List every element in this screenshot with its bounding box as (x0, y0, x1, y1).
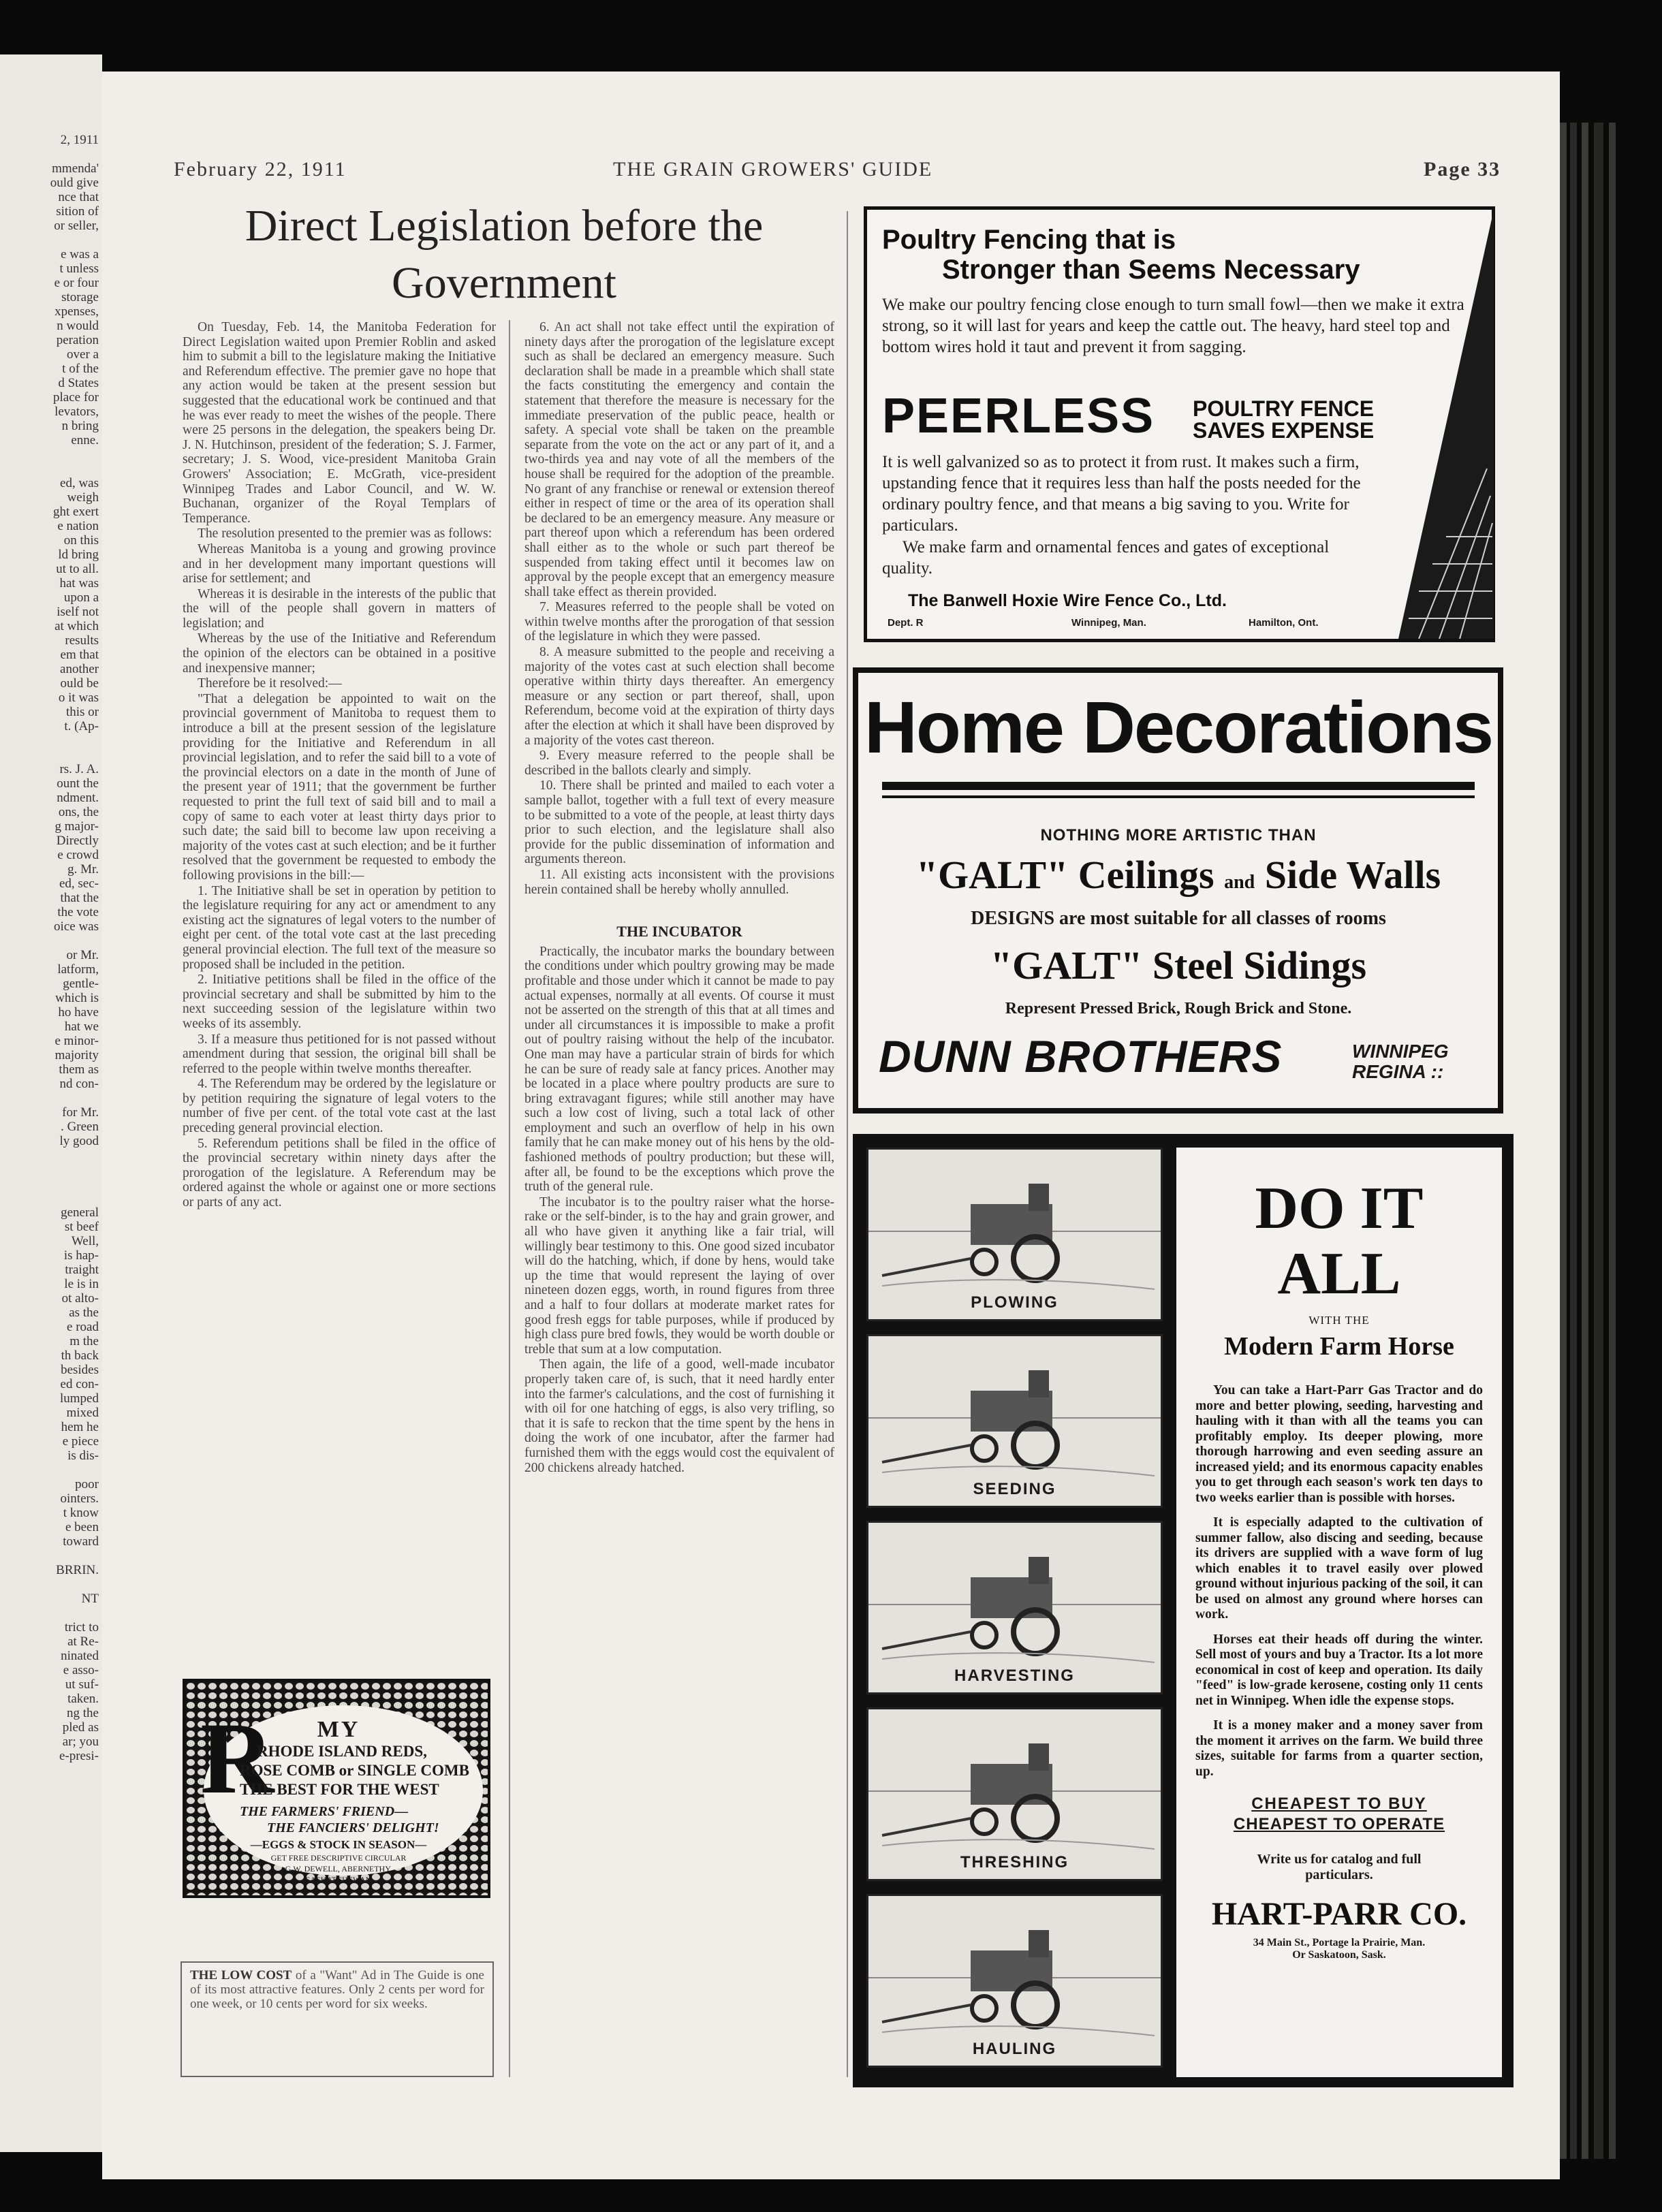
peerless-company: The Banwell Hoxie Wire Fence Co., Ltd. (908, 591, 1227, 610)
hart-parr-paragraph: Horses eat their heads off during the winter. Sell most of yours and buy a Tractor. Its a lot more economical in cost of keep and operation. Its daily "feed" is low-grade kerosene, costing only 11 cents net in Winnipeg. When idle the expense stops. (1195, 1632, 1483, 1708)
farm-scene-threshing (866, 1707, 1163, 1881)
fragment-line (0, 1463, 99, 1477)
fragment-line: traight (65, 1263, 99, 1277)
rhode-island-reds-ad (183, 1679, 490, 1898)
fragment-line: pled as (62, 1720, 99, 1735)
fragment-line: iself not (57, 605, 99, 619)
fragment-line: e been (65, 1520, 99, 1534)
fragment-line: e or four (54, 276, 99, 290)
fragment-line: as the (69, 1306, 99, 1320)
fragment-line: e asso- (63, 1663, 99, 1677)
farm-scene-label: THRESHING (960, 1853, 1069, 1871)
fragment-line: t of the (62, 362, 99, 376)
fragment-line: hem he (61, 1420, 99, 1434)
fragment-line: latform, (57, 962, 99, 977)
fragment-line: m the (69, 1334, 99, 1348)
article-paragraph: Then again, the life of a good, well-made incubator properly taken care of, is such, that it need hardly enter into the farmer's calculations, and the cost of furnishing it with oil for one hatching of eggs, is also very trifling, so that it is safe to reckon that the time spent by the hens in doing the work of one incubator, after the farmer had furnished them with the eggs would cost the equivalent of 200 chickens already hatched. (524, 1357, 834, 1475)
fragment-line: ould be (60, 676, 99, 691)
fragment-line: g major- (54, 819, 99, 834)
fragment-line: ount the (57, 776, 99, 791)
farm-scene-plowing (866, 1148, 1163, 1321)
fragment-line: le is in (64, 1277, 99, 1291)
fragment-line: t know (63, 1506, 99, 1520)
fragment-line: e crowd (57, 848, 99, 862)
fragment-line: general (61, 1205, 99, 1220)
article-paragraph: Whereas Manitoba is a young and growing province and in her development many important questions will arise for settlement; and (183, 541, 496, 586)
fragment-line: on this (63, 533, 99, 548)
fragment-line: ar; you (62, 1735, 99, 1749)
want-ad-text: of a "Want" Ad in The Guide is one of its most attractive features. Only 2 cents per word for one week, or 10 cents per word for six weeks. (190, 1968, 484, 2011)
peerless-brand: PEERLESS (882, 389, 1155, 443)
page-edge (1582, 123, 1588, 2159)
sidings-desc: Represent Pressed Brick, Rough Brick and Stone. (1005, 1000, 1352, 1017)
ad-line: G.W. DEWELL, ABERNETHY, (285, 1864, 392, 1874)
hart-parr-paragraph: It is a money maker and a money saver from the moment it arrives on the farm. We build three sizes, suitable for farms from a quarter section, up. (1195, 1718, 1483, 1779)
fragment-line: which is (55, 991, 99, 1005)
fragment-line (0, 1606, 99, 1620)
fragment-line: over a (67, 347, 99, 362)
galt-ceilings-line (858, 851, 1499, 906)
fragment-line: mixed (66, 1406, 99, 1420)
ad-line: GET FREE DESCRIPTIVE CIRCULAR (270, 1853, 407, 1863)
farm-scene-label: SEEDING (973, 1480, 1056, 1498)
decor-city: REGINA :: (1352, 1061, 1444, 1082)
fragment-line: hat was (59, 576, 99, 590)
article-paragraph: Whereas by the use of the Initiative and Referendum the opinion of the electors can be obtained in a positive and inexpensive manner; (183, 631, 496, 676)
fragment-line: e nation (57, 519, 99, 533)
fragment-line: gentle- (63, 977, 99, 991)
hart-parr-text-panel (1176, 1148, 1502, 2077)
fragment-line: rs. J. A. (59, 762, 99, 776)
fragment-line: another (60, 662, 99, 676)
side-walls: Side Walls (1264, 853, 1441, 897)
article-paragraph: The incubator is to the poultry raiser what the horse-rake or the self-binder, is to the hay and grain grower, and all who have given it anything like a fair trial, will willingly bear testimony to this. One good sized incubator will do the hatching, which, if done by hens, would take up the time that would represent the laying of over nineteen dozen eggs, worth, in round figures from three and a half to four dollars at moderate market rates for good fresh eggs for table purposes, while if produced by high class pure bred fowls, they would be worth double or treble that sum at a low computation. (524, 1195, 834, 1357)
fragment-line: e was a (61, 247, 99, 262)
fragment-line (0, 462, 99, 476)
fragment-line: sition of (56, 204, 99, 219)
article-paragraph: 10. There shall be printed and mailed to each voter a sample ballot, together with a full text of every measure to be submitted to a vote of the people, at least thirty days prior to such election, and the legislature shall also provide for the public dissemination of information and arguments thereon. (524, 778, 834, 867)
home-decorations-ad (853, 667, 1503, 1113)
decor-rule (882, 782, 1475, 790)
peerless-slogan-2: SAVES EXPENSE (1193, 418, 1375, 443)
designs-line: DESIGNS are most suitable for all classes of rooms (971, 908, 1386, 929)
fragment-line: e minor- (54, 1034, 99, 1048)
fragment-line: at Re- (67, 1634, 99, 1649)
farm-scene-label: HARVESTING (954, 1666, 1075, 1685)
fragment-line: them as (59, 1062, 99, 1077)
fragment-line: upon a (63, 590, 99, 605)
article-paragraph: Therefore be it resolved:— (198, 676, 342, 691)
fragment-line (0, 1549, 99, 1563)
column-rule (509, 320, 510, 2077)
page-number: Page 33 (1424, 158, 1501, 180)
decorations-title: Home Decorations (864, 686, 1493, 768)
fragment-line: peration (56, 333, 99, 347)
ad-line: THE FARMERS' FRIEND— (240, 1804, 409, 1819)
fragment-line: ut to all. (56, 562, 99, 576)
fragment-line: poor (75, 1477, 99, 1491)
peerless-paragraph: We make our poultry fencing close enough to turn small fowl—then we make it extra strong, so it will last for years and keep the cattle out. The heavy, hard steel top and bottom wires hold it taut and prevent it from sagging. (882, 296, 1464, 356)
fragment-line: ut suf- (65, 1677, 99, 1692)
fragment-line (0, 147, 99, 161)
galt-ceilings: "GALT" Ceilings (915, 853, 1214, 897)
article-paragraph: 8. A measure submitted to the people and receiving a majority of the votes cast at such election shall become operative within thirty days thereafter. An emergency measure or any section or part thereof, shall, upon Referendum, become void at the expiration of thirty days after the election at which it shall have been disproved by a majority of the votes cast thereon. (524, 645, 834, 748)
fragment-line: majority (54, 1048, 99, 1062)
fragment-line: toward (63, 1534, 99, 1549)
article-column-1 (183, 320, 496, 1641)
fragment-line: n bring (61, 419, 99, 433)
fragment-line: hat we (64, 1020, 99, 1034)
fragment-line: 2, 1911 (60, 133, 99, 147)
ad-line: ROSE COMB or SINGLE COMB (240, 1762, 469, 1779)
article-paragraph: "That a delegation be appointed to wait on the provincial government of Manitoba to request them to introduce a bill at the present session of the legislature providing for the Initiative and Referendum in all provincial legislation, and to refer the said bill to a vote of the provincial electors on a date in the month of June of the present year of 1911; that the government be further requested to print the full text of said bill and to mail a copy of same to each voter at least thirty days prior to such date; the said bill to become law upon receiving a majority of the votes cast at such election; and be it further resolved that the government be requested to embody the following provisions in the bill:— (183, 691, 496, 883)
fragment-line: is dis- (67, 1449, 99, 1463)
article-paragraph: 7. Measures referred to the people shall be voted on within twelve months after the prorogation of that session of the legislature in which they were passed. (524, 600, 834, 644)
fragment-line: or Mr. (66, 948, 99, 962)
fragment-line: st beef (64, 1220, 99, 1234)
ad-line: —EGGS & STOCK IN SEASON— (250, 1838, 427, 1851)
article-paragraph: Whereas it is desirable in the interests of the public that the will of the people shall govern in matters of legislation; and (183, 586, 496, 631)
fragment-line: that the (60, 891, 99, 905)
fragment-line: ed con- (60, 1377, 99, 1391)
ad-line: SASKATCHEWAN (305, 1875, 372, 1884)
galt-sidings: "GALT" Steel Sidings (990, 943, 1367, 988)
article-paragraph: 2. Initiative petitions shall be filed in the office of the provincial secretary and shall be submitted by him to the next succeeding session of the legislature within two weeks of its assembly. (183, 973, 496, 1031)
peerless-city: Winnipeg, Man. (1071, 617, 1146, 629)
fragment-line: xpenses, (54, 304, 99, 319)
fragment-line: or seller, (54, 219, 99, 233)
cheapest-to-buy: CHEAPEST TO BUY (1251, 1795, 1427, 1813)
fragment-line: weigh (67, 490, 99, 505)
fragment-line: for Mr. (62, 1105, 99, 1120)
page-edge (1570, 123, 1577, 2159)
modern-farm-horse: Modern Farm Horse (1224, 1332, 1454, 1361)
fragment-line: d States (58, 376, 99, 390)
fragment-line: t. (Ap- (64, 719, 99, 733)
peerless-fence-ad (864, 206, 1495, 642)
fragment-line (0, 447, 99, 462)
fragment-line: oice was (54, 919, 99, 934)
hart-parr-company: HART-PARR CO. (1211, 1896, 1467, 1932)
want-ad-heading: THE LOW COST (190, 1968, 292, 1982)
page-edge (1594, 123, 1603, 2159)
dunn-brothers: DUNN BROTHERS (879, 1031, 1283, 1081)
peerless-paragraph: We make farm and ornamental fences and gates of exceptional quality. (882, 538, 1330, 578)
fragment-line: ed, sec- (59, 876, 99, 891)
article-headline: Direct Legislation before the Government (245, 201, 764, 308)
decor-city: WINNIPEG (1352, 1041, 1449, 1062)
ornamental-R: R (200, 1702, 275, 1815)
fragment-line: ly good (59, 1134, 99, 1148)
peerless-dept: Dept. R (888, 617, 924, 629)
fragment-line: the vote (57, 905, 99, 919)
incubator-heading: THE INCUBATOR (616, 923, 742, 941)
cheapest-to-operate: CHEAPEST TO OPERATE (1233, 1815, 1445, 1833)
publication-name: THE GRAIN GROWERS' GUIDE (613, 158, 933, 180)
decor-rule (882, 795, 1475, 798)
hart-parr-ad (853, 1134, 1514, 2087)
fragment-line: n would (57, 319, 99, 333)
farm-scene-hauling (866, 1894, 1163, 2068)
article-paragraph: 3. If a measure thus petitioned for is not passed without amendment during that session, the original bill shall be referred to the people within twelve months thereafter. (183, 1032, 496, 1076)
fragment-line: th back (61, 1348, 99, 1363)
fragment-line: e piece (62, 1434, 99, 1449)
fragment-line: lumped (60, 1391, 99, 1406)
fragment-line (0, 1577, 99, 1592)
peerless-headline-1: Poultry Fencing that is (882, 225, 1176, 255)
fragment-line: em that (60, 648, 99, 662)
fragment-line: NT (81, 1592, 99, 1606)
ad-line: THE BEST FOR THE WEST (240, 1781, 439, 1798)
and-word: and (1224, 872, 1255, 893)
fragment-line: storage (61, 290, 99, 304)
fragment-line (0, 748, 99, 762)
page-edge (1609, 123, 1616, 2159)
peerless-paragraph: It is well galvanized so as to protect it from rust. It makes such a firm, upstanding fence that it requires less than half the posts needed for the ordinary poultry fence, and that means a big saving to you. Write for particulars. (882, 453, 1361, 535)
article-paragraph: 4. The Referendum may be ordered by the legislature or by petition requiring the signature of legal voters to the number of five per cent. of the total vote cast at the last preceding general provincial election. (183, 1077, 496, 1136)
fragment-line: place for (53, 390, 99, 405)
write-us: Write us for catalog and full particulars. (1257, 1852, 1422, 1882)
fragment-line: ot alto- (61, 1291, 99, 1306)
article-paragraph: On Tuesday, Feb. 14, the Manitoba Federation for Direct Legislation waited upon Premier Roblin and asked him to submit a bill to the legislature making the Initiative and Referendum effective. The premier gave no hope that any action would be taken at the present session but suggested that the educational work be continued and that he was ever ready to meet the wishes of the people. There were 25 persons in the delegation, the speakers being Dr. J. N. Hutchinson, president of the federation; S. J. Farmer, secretary; J. S. Wood, vice-president Manitoba Grain Growers' Association; E. McGrath, vice-president Winnipeg Trades and Labor Council, and W. W. Buchanan, organizer of the Royal Templars of Temperance. (183, 320, 496, 526)
peerless-headline-2: Stronger than Seems Necessary (942, 255, 1360, 285)
fragment-line (0, 1091, 99, 1105)
ad-line: RHODE ISLAND REDS, (257, 1743, 427, 1760)
fragment-line: t unless (59, 262, 99, 276)
column-rule (847, 211, 848, 2077)
fragment-line: nd con- (59, 1077, 99, 1091)
fragment-line: Directly (56, 834, 99, 848)
fragment-line: trict to (64, 1620, 99, 1634)
farm-scene-label: PLOWING (971, 1293, 1059, 1312)
fragment-line: results (65, 633, 99, 648)
fence-illustration (1371, 210, 1494, 639)
fragment-line: ndment. (57, 791, 99, 805)
fragment-line: g. Mr. (67, 862, 99, 876)
fragment-line: o it was (58, 691, 99, 705)
fragment-line: . Green (61, 1120, 99, 1134)
article-paragraph: The resolution presented to the premier was as follows: (198, 526, 492, 541)
left-page-text-fragments (0, 133, 99, 1849)
article-paragraph: 6. An act shall not take effect until the expiration of ninety days after the prorogation of the legislature except such as shall be declared an emergency measure. Such declaration shall be made in a preamble which shall state the facts constituting the emergency and contain the statement that therefore the measure is necessary for the immediate preservation of the public peace, health or safety. A special vote shall be taken on the preamble separate from the vote on the act or any part of it, and a two-thirds yea and nay vote of all the members of the house shall be required for the adoption of the preamble. No grant of any franchise or renewal or extension thereof either in respect of time or the area of its operation shall be declared to be an emergency measure. Any measure or part thereof upon which a referendum has been ordered shall either as to the whole or such part thereof be suspended from taking effect until it becomes law on approval by the people except that an emergency measure shall take effect as therein provided. (524, 320, 834, 599)
article-column-2 (524, 320, 834, 2084)
fragment-line: ng the (67, 1706, 99, 1720)
fragment-line: ho have (58, 1005, 99, 1020)
article-paragraph: 5. Referendum petitions shall be filed in the office of the provincial secretary within ninety days after the prorogation of the legislature. A Referendum may be ordered against the whole or against one or more sections or parts of any act. (183, 1136, 496, 1210)
ad-line: MY (317, 1717, 360, 1742)
fragment-line: ght exert (52, 505, 99, 519)
fragment-line: BRRIN. (56, 1563, 99, 1577)
fragment-line: ninated (61, 1649, 99, 1663)
issue-date: February 22, 1911 (174, 158, 347, 180)
ad-line: THE FANCIERS' DELIGHT! (267, 1820, 439, 1835)
fragment-line: ld bring (58, 548, 99, 562)
hart-parr-paragraph: It is especially adapted to the cultivation of summer fallow, also discing and seeding, because its drivers are supplied with a wave form of lug which enables it to travel easily over plowed ground without injurious packing of the soil, it can be used on almost any ground where horses can work. (1195, 1515, 1483, 1622)
fragment-line: enne. (71, 433, 99, 447)
fragment-line: ed, was (60, 476, 99, 490)
article-paragraph: 1. The Initiative shall be set in operation by petition to the legislature requiring for any act or amendment to any existing act the signatures of legal voters to the number of eight per cent. of the total vote cast at the last preceding general provincial election. The full text of the measure so proposed shall be included in the petition. (183, 883, 496, 972)
fragment-line: this or (65, 705, 99, 719)
hart-parr-address: Or Saskatoon, Sask. (1292, 1949, 1386, 1961)
fragment-line: e road (67, 1320, 99, 1334)
hart-parr-address: 34 Main St., Portage la Prairie, Man. (1253, 1937, 1426, 1948)
fragment-line: taken. (67, 1692, 99, 1706)
fragment-line: mmenda' (52, 161, 99, 176)
farm-scene-seeding (866, 1334, 1163, 1508)
with-the: WITH THE (1308, 1314, 1370, 1327)
hart-parr-paragraph: You can take a Hart-Parr Gas Tractor and do more and better plowing, seeding, harvesting and hauling with it than with all the teams you can profitably employ. Its deeper plowing, more thorough harrowing and even seeding assure an increased yield; and its enormous capacity enables you to get through each season's work ten days to two weeks earlier than is possible with horses. (1195, 1383, 1483, 1505)
article-paragraph: Practically, the incubator marks the boundary between the conditions under which poultry growing may be made profitable and those under which it cannot be made to pay actual expenses, normally at all events. Of course it must not be asserted on the strength of this that at all times and under all circumstances it is impossible to make a profit out of poultry raising without the help of the incubator. One man may have a particular strain of birds for which he can be sure of ready sale at fancy prices. Another may be located in a place where poultry products are sure to bring extravagant figures; while still another may have such a low cost of living, such a total lack of other employment and such an overflow of help in his own family that he can make money out of his hens by the old-fashioned methods of poultry production; but these will, after all, be found to be the exceptions which prove the truth of the general rule. (524, 944, 834, 1195)
want-ad-promo (181, 1961, 494, 2077)
peerless-city: Hamilton, Ont. (1249, 617, 1319, 629)
peerless-slogan-1: POULTRY FENCE (1193, 396, 1375, 421)
fragment-line (0, 1177, 99, 1191)
fragment-line: nce that (58, 190, 99, 204)
article-paragraph: 9. Every measure referred to the people shall be described in the ballots clearly and simply. (524, 748, 834, 778)
fragment-line: ould give (50, 176, 99, 190)
fragment-line (0, 934, 99, 948)
fragment-line (0, 233, 99, 247)
farm-scene-harvesting (866, 1521, 1163, 1694)
fragment-line: Well, (71, 1234, 99, 1248)
fragment-line: is hap- (63, 1248, 99, 1263)
fragment-line (0, 733, 99, 748)
article-paragraph: 11. All existing acts inconsistent with the provisions herein contained shall be hereby wholly annulled. (524, 867, 834, 897)
fragment-line (0, 1191, 99, 1205)
page-edge (1560, 123, 1567, 2159)
fragment-line: levators, (54, 405, 99, 419)
fragment-line: besides (61, 1363, 99, 1377)
farm-scene-label: HAULING (972, 2040, 1057, 2058)
fragment-line (0, 1148, 99, 1163)
do-it-all-title: DO IT ALL (1255, 1175, 1424, 1307)
fragment-line: at which (54, 619, 99, 633)
fragment-line (0, 1163, 99, 1177)
fragment-line: ons, the (58, 805, 99, 819)
fragment-line: e-presi- (59, 1749, 99, 1763)
decorations-subhead: NOTHING MORE ARTISTIC THAN (1040, 826, 1317, 844)
fragment-line: ointers. (60, 1491, 99, 1506)
